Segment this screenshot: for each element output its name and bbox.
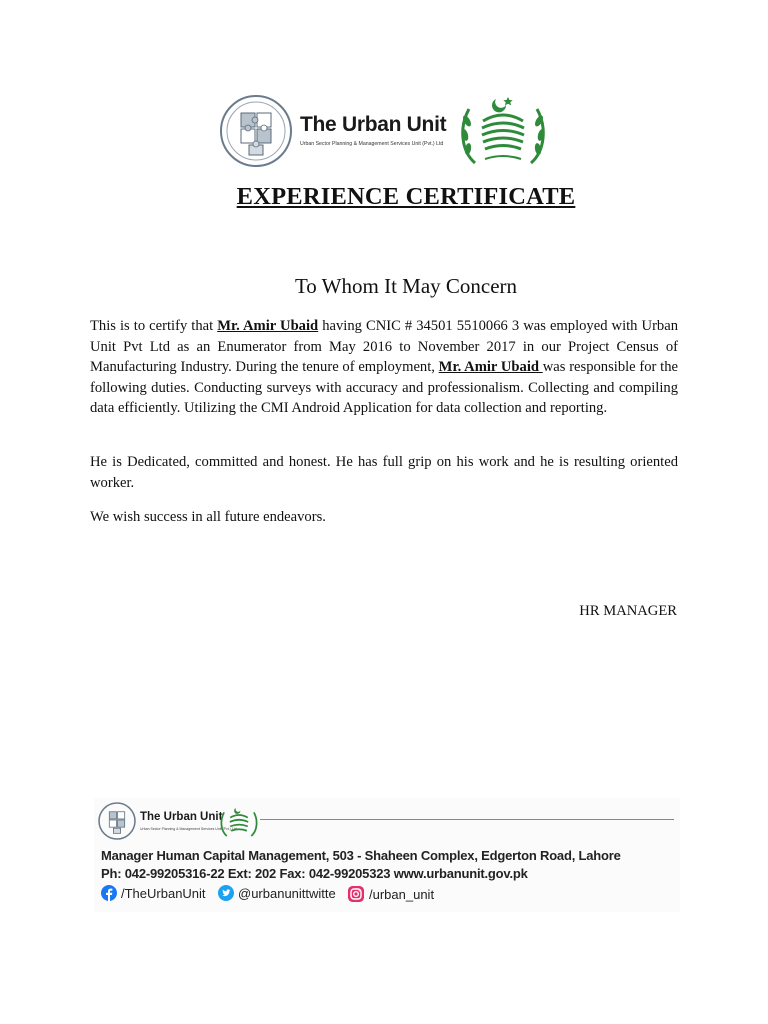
body-paragraph-2: He is Dedicated, committed and honest. He has full grip on his work and he is resulting oriented worker. xyxy=(90,454,678,491)
facebook-link[interactable] xyxy=(101,885,206,901)
facebook-handle: /TheUrbanUnit xyxy=(121,885,206,901)
twitter-icon xyxy=(218,885,234,901)
paragraph-1-text-b: having CNIC # 34501 5510066 3 was employed with Urban Unit Pvt Ltd as an Enumerator from May 2016 to November 2017 in our Project Census of Manufacturing Industry. During the tenure of employment, xyxy=(90,318,678,375)
instagram-handle: /urban_unit xyxy=(369,886,435,902)
footer-logo xyxy=(98,801,258,841)
employee-name: Mr. Amir Ubaid xyxy=(217,318,319,334)
body-paragraph-3: We wish success in all future endeavors. xyxy=(90,509,326,525)
footer-phone: Ph: 042-99205316-22 Ext: 202 Fax: 042-99205323 www.urbanunit.gov.pk xyxy=(101,866,528,881)
footer-punjab-seal-icon xyxy=(218,801,260,843)
certificate-title: EXPERIENCE CERTIFICATE xyxy=(236,183,576,210)
facebook-icon xyxy=(101,885,117,901)
punjab-government-seal-icon xyxy=(455,91,551,171)
employee-name-2: Mr. Amir Ubaid xyxy=(438,359,543,375)
footer-social-links xyxy=(101,885,521,905)
urban-unit-logo xyxy=(219,93,449,169)
footer-address: Manager Human Capital Management, 503 - Shaheen Complex, Edgerton Road, Lahore xyxy=(101,848,621,863)
salutation: To Whom It May Concern xyxy=(294,274,518,298)
header-org-name: The Urban Unit xyxy=(300,113,447,136)
paragraph-1-text-c: was responsible for the following duties. Conducting surveys with accuracy and professionalism. Collecting and compiling data efficiently. Utilizing the CMI Android Application for data collection and reporting. xyxy=(90,359,678,416)
footer-org-subtitle: Urban Sector Planning & Management Services Unit (Pvt.) Ltd xyxy=(140,827,237,831)
footer-divider xyxy=(260,819,674,820)
footer-org-name: The Urban Unit xyxy=(140,811,223,823)
signatory-title: HR MANAGER xyxy=(579,603,677,619)
paragraph-1-text-a: This is to certify that xyxy=(90,318,218,334)
twitter-handle: @urbanunittwitte xyxy=(238,885,336,901)
header-org-subtitle: Urban Sector Planning & Management Services Unit (Pvt.) Ltd xyxy=(300,141,444,147)
instagram-icon xyxy=(347,885,365,903)
letterhead-footer xyxy=(94,798,680,912)
instagram-link[interactable] xyxy=(347,885,434,903)
twitter-link[interactable] xyxy=(218,885,336,901)
header-logos xyxy=(219,91,551,171)
footer-urban-unit-puzzle-icon xyxy=(98,801,136,841)
urban-unit-puzzle-icon xyxy=(219,93,293,169)
body-paragraph-1 xyxy=(90,316,678,419)
